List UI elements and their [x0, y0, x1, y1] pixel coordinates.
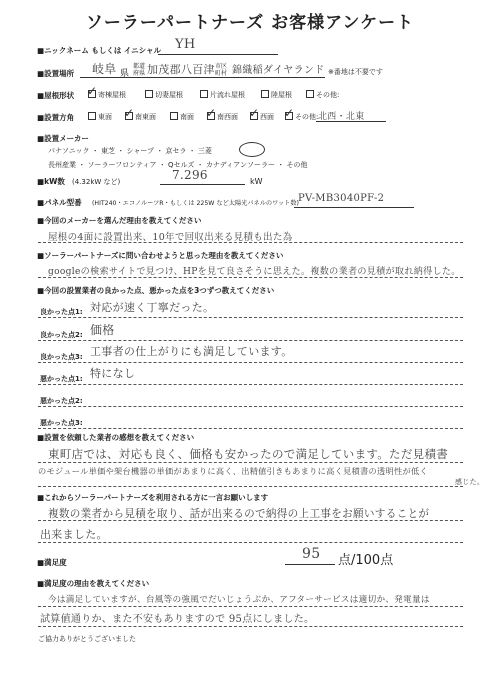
- location-underline: [80, 77, 325, 78]
- answer-line: [38, 520, 463, 521]
- q-impression-label: ■設置を依頼した業者の感想を教えてください: [37, 433, 195, 442]
- direction-option-east[interactable]: 東面: [88, 112, 112, 122]
- roof-option-hip[interactable]: 寄棟屋根: [88, 90, 126, 100]
- answer-line: [38, 340, 463, 341]
- panel-label: ■パネル型番: [37, 198, 82, 207]
- location-prefecture: 岐阜: [92, 62, 117, 76]
- answer-line: [38, 317, 463, 318]
- q-message-line-2: 出来ました。: [40, 528, 108, 541]
- maker-label: ■設置メーカー: [37, 134, 89, 143]
- q-sat-reason-line-2: 試算値通りか、また不安もありますので 95点にしました。: [40, 614, 315, 625]
- q-sp-reason-label: ■ソーラーパートナーズに問い合わせようと思った理由を教えてください: [37, 251, 284, 260]
- maker-toshiba[interactable]: 東芝: [100, 147, 115, 155]
- nickname-value: YH: [175, 37, 196, 52]
- answer-line: [38, 362, 463, 363]
- good-1-answer: 対応が速く丁寧だった。: [90, 301, 215, 314]
- maker-kyocera[interactable]: 京セラ: [165, 147, 187, 155]
- roof-option-other[interactable]: その他:: [306, 90, 339, 100]
- maker-canadian-solar[interactable]: カナディアンソーラー: [205, 161, 275, 169]
- good-2-answer: 価格: [90, 323, 115, 337]
- q-maker-reason-label: ■今回のメーカーを選んだ理由を教えてください: [37, 216, 202, 225]
- footer-thanks: ご協力ありがとうございました: [38, 635, 136, 643]
- q-points-label: ■今回の設置業者の良かった点、悪かった点を3つずつ教えてください: [37, 286, 275, 295]
- location-note: ※番地は不要です: [328, 68, 383, 76]
- q-sat-reason-label: ■満足度の理由を教えてください: [37, 579, 150, 588]
- answer-line: [38, 486, 463, 487]
- answer-line: [38, 462, 463, 463]
- maker-row-2: 長州産業 ・ ソーラーフロンティア ・ Qセルズ ・ カナディアンソーラー ・ その他: [48, 161, 308, 169]
- bad-1-label: 悪かった点1:: [40, 375, 83, 383]
- kw-label: ■kW数: [37, 177, 65, 186]
- answer-line: [38, 626, 463, 627]
- check-mark-icon: ✓: [206, 106, 217, 120]
- answer-line: [38, 406, 463, 407]
- good-3-answer: 工事者の仕上がりにも満足しています。: [90, 345, 293, 358]
- roof-option-shed[interactable]: 片流れ屋根: [200, 90, 245, 100]
- maker-other[interactable]: その他: [286, 161, 308, 169]
- q-impression-line-2: のモジュール単価や架台機器の単価があまりに高く、出精値引きもあまりに高く見積書の透明性が低く: [38, 466, 428, 476]
- nickname-label: ■ニックネーム もしくは イニシャル: [37, 46, 161, 55]
- bad-2-label: 悪かった点2:: [40, 397, 83, 405]
- location-pref-suffix: 県: [120, 69, 130, 79]
- satisfaction-underline: [285, 564, 335, 565]
- answer-line: [38, 542, 463, 543]
- location-district: 加茂郡八百津: [147, 63, 215, 76]
- selected-maker-circle: [239, 142, 265, 157]
- answer-line: [38, 428, 463, 429]
- direction-option-west[interactable]: 西面: [250, 112, 274, 122]
- good-2-label: 良かった点2:: [40, 331, 83, 339]
- panel-note: (HIT240・エコノルーツR・もしくは 225W など太陽光パネルのワット数): [92, 200, 299, 207]
- q-impression-line-3: 感じた。: [455, 478, 485, 486]
- location-town: 錦織稲ダイヤランド: [232, 65, 325, 76]
- nickname-underline: [158, 54, 278, 55]
- roof-label: ■屋根形状: [37, 91, 75, 100]
- answer-line: [38, 277, 463, 278]
- panel-value: PV-MB3040PF-2: [298, 193, 385, 204]
- direction-other-underline: [316, 121, 386, 122]
- check-mark-icon: ✓: [124, 106, 135, 120]
- maker-panasonic[interactable]: パナソニック: [48, 147, 90, 155]
- location-district-suffix: 都道府県: [133, 63, 146, 77]
- q-sat-reason-line-1: 今は満足していますが、台風等の強風でだいじょうぶか、アフターサービスは適切か、発電量は: [48, 595, 430, 605]
- location-label: ■設置場所: [37, 69, 75, 78]
- q-message-label: ■これからソーラーパートナーズを利用される方に一言お願いします: [37, 493, 269, 502]
- q-maker-reason-answer: 屋根の4面に設置出来、10年で回収出来る見積も出た為: [48, 232, 293, 243]
- roof-option-flat[interactable]: 陸屋根: [261, 90, 292, 100]
- maker-solar-frontier[interactable]: ソーラーフロンティア: [87, 161, 157, 169]
- maker-sharp[interactable]: シャープ: [126, 147, 154, 155]
- kw-unit: kW: [250, 177, 263, 186]
- panel-underline: [294, 207, 414, 208]
- location-city-suffix: 市区町村: [215, 63, 228, 77]
- kw-value: 7.296: [172, 168, 208, 182]
- roof-option-gable[interactable]: 切妻屋根: [145, 90, 183, 100]
- q-impression-line-1: 東町店では、対応も良く、価格も安かったので満足しています。ただ見積書: [48, 447, 449, 461]
- direction-option-southwest[interactable]: 南西面: [207, 112, 238, 122]
- direction-option-other[interactable]: その他:: [285, 112, 318, 122]
- check-mark-icon: ✓: [284, 106, 295, 120]
- satisfaction-suffix: 点/100点: [338, 553, 394, 568]
- kw-note: (4.32kW など): [72, 178, 121, 186]
- q-message-line-1: 複数の業者から見積を取り、話が出来るので納得の上工事をお願いすることが: [48, 508, 430, 520]
- bad-3-label: 悪かった点3:: [40, 419, 83, 427]
- satisfaction-value: 95: [302, 546, 321, 562]
- direction-option-south[interactable]: 南面: [170, 112, 194, 122]
- form-title: ソーラーパートナーズ お客様アンケート: [85, 13, 415, 33]
- satisfaction-label: ■満足度: [37, 558, 67, 567]
- direction-label: ■設置方角: [37, 113, 75, 122]
- answer-line: [38, 606, 463, 607]
- good-3-label: 良かった点3:: [40, 353, 83, 361]
- maker-choshu[interactable]: 長州産業: [48, 161, 76, 169]
- direction-other-value: 北西・北東: [318, 112, 365, 122]
- answer-line: [38, 384, 463, 385]
- bad-1-answer: 特になし: [90, 367, 136, 380]
- check-mark-icon: ✓: [87, 84, 98, 98]
- answer-line: [38, 242, 463, 243]
- check-mark-icon: ✓: [249, 106, 260, 120]
- maker-mitsubishi[interactable]: 三菱: [197, 147, 212, 155]
- maker-qcells[interactable]: Qセルズ: [168, 161, 195, 169]
- q-sp-reason-answer: googleの検索サイトで見つけ、HPを見て良さそうに思えた。複数の業者の見積が取れ納得した。: [48, 267, 461, 277]
- good-1-label: 良かった点1:: [40, 308, 83, 316]
- kw-underline: [160, 184, 245, 185]
- maker-row-1: パナソニック ・ 東芝 ・ シャープ ・ 京セラ ・ 三菱: [48, 147, 212, 155]
- direction-option-southeast[interactable]: 南東面: [125, 112, 156, 122]
